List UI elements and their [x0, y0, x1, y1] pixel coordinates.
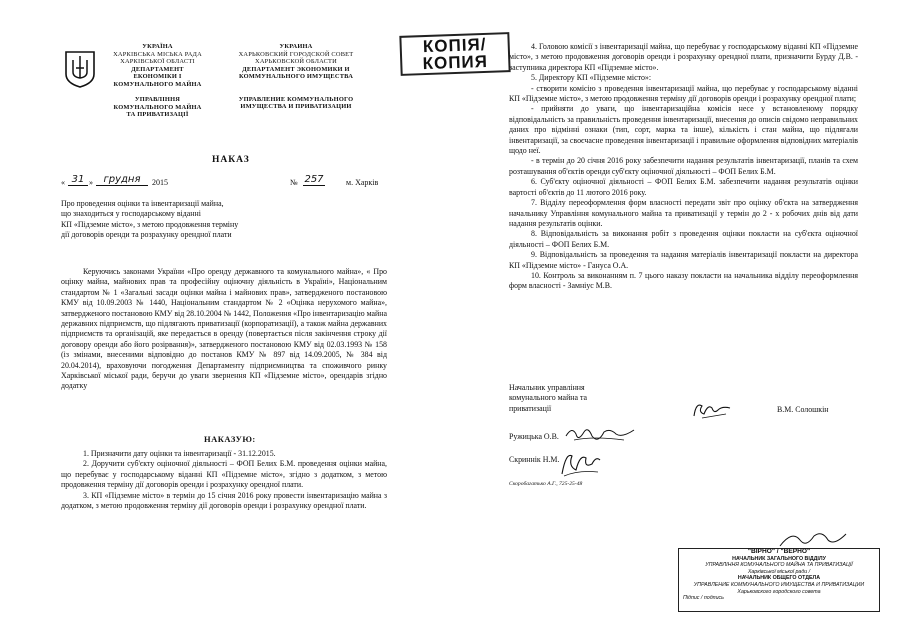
- order-subject-line4: дії договорів оренди та розрахунку орендної плати: [61, 230, 232, 240]
- header-ru-mgmt-line2: ИМУЩЕСТВА И ПРИВАТИЗАЦИИ: [240, 103, 352, 110]
- header-ru-mgmt-line1: УПРАВЛЕНИЕ КОММУНАЛЬНОГО: [238, 95, 354, 103]
- chief-title: [509, 383, 659, 414]
- order-date-line: [60, 176, 400, 192]
- order-items-right: [509, 42, 858, 292]
- header-ua-council-line1: ХАРКІВСЬКА МІСЬКА РАДА: [113, 50, 202, 58]
- order-item-5-sub3: - в термін до 20 січня 2016 року забезпечити надання результатів інвентаризації, планів та схем розташування об'єктів оренди суб'єкту оціночної діяльності – ФОП Белих Б.М.: [509, 156, 858, 176]
- decree-heading: НАКАЗУЮ:: [204, 434, 256, 444]
- order-item-5-sub1: - створити комісію з проведення інвентаризації майна, що перебуває у господарському віданні КП «Підземне місто», з метою продовження терміну дії договорів оренди і розрахунку орендної плати;: [509, 83, 858, 104]
- order-number-prefix: №: [290, 178, 298, 187]
- order-item-4: 4. Головою комісії з інвентаризації майна, що перебуває у господарському віданні КП «Підземне місто», з метою продовження договорів оренди і розрахунку орендної плати, призначити Бурду Д.В. - заступника директора КП «Підземне місто».: [509, 42, 858, 72]
- header-ru-council-line2: ХАРЬКОВСКОЙ ОБЛАСТИ: [255, 58, 337, 65]
- order-item-1: 1. Призначити дату оцінки та інвентаризації - 31.12.2015.: [83, 449, 276, 458]
- order-item-2: 2. Доручити суб'єкту оціночної діяльності – ФОП Белих Б.М. проведення оцінки майна, що перебуває у господарському віданні КП «Підземне місто», згідно з додатком, з метою продовження терміну дії договорів оренди і розрахунку орендної плати.: [61, 459, 387, 490]
- order-place: м. Харків: [346, 178, 379, 187]
- order-number: 257: [304, 174, 324, 185]
- copy-stamp-line2: КОПИЯ: [422, 51, 489, 74]
- chief-name: В.М. Солошкін: [777, 405, 829, 414]
- date-year: 2015: [152, 178, 168, 187]
- order-item-6: 6. Суб'єкту оціночної діяльності – ФОП Белих Б.М. забезпечити надання результатів оцінки вартості об'єктів до 11 лютого 2016 року.: [509, 177, 858, 197]
- verified-stamp-line6: УПРАВЛЕНИЕ КОММУНАЛЬНОГО ИМУЩЕСТВА И ПРИВАТИЗАЦИИ: [693, 581, 865, 588]
- header-ua-mgmt-line1: УПРАВЛІННЯ: [134, 96, 181, 103]
- verified-stamp: [678, 548, 880, 612]
- date-month: грудня: [96, 174, 148, 186]
- order-item-7: 7. Відділу переоформлення форм власності передати звіт про оцінку об'єкта на затвердження начальнику Управління комунального майна та приватизації у термін до 2 - х робочих днів від дати надання результатів оцінки.: [509, 198, 858, 228]
- header-ru: [222, 43, 370, 111]
- order-subject-line1: Про проведення оцінки та інвентаризації майна,: [61, 199, 224, 208]
- header-ua-dept-line1: ДЕПАРТАМЕНТ: [131, 65, 184, 73]
- copy-stamp-line1: КОПІЯ/: [422, 34, 487, 57]
- order-item-3: 3. КП «Підземне місто» в термін до 15 січня 2016 року провести інвентаризацію майна з додатком, з метою продовження терміну дії договорів оренди і розрахунку орендної плати.: [61, 490, 387, 511]
- header-ua-country: УКРАЇНА: [142, 43, 173, 50]
- header-ua-council-line2: ХАРКІВСЬКОЇ ОБЛАСТІ: [120, 58, 195, 65]
- order-item-9: 9. Відповідальність за проведення та надання матеріалів інвентаризації покласти на директора КП «Підземне місто» - Гануса О.А.: [509, 250, 858, 270]
- date-open-quote: «: [61, 178, 65, 187]
- executor: Скоробагатько А.Г., 725-25-48: [509, 481, 583, 487]
- header-ru-dept-line2: КОММУНАЛЬНОГО ИМУЩЕСТВА: [238, 73, 354, 80]
- date-day: 31: [68, 174, 88, 186]
- header-ua-dept-line2: ЕКОНОМІКИ І: [133, 73, 182, 80]
- verified-stamp-line7: Харьковского городского совета: [737, 588, 821, 595]
- verified-stamp-line1: "ВІРНО" / "ВЕРНО": [747, 548, 811, 555]
- order-items-left: [61, 449, 387, 511]
- order-subject-line2: що знаходиться у господарському віданні: [61, 209, 201, 219]
- verified-stamp-line3: УПРАВЛІННЯ КОМУНАЛЬНОГО МАЙНА ТА ПРИВАТИЗАЦІЇ: [705, 562, 853, 569]
- header-ru-country: УКРАИНА: [279, 43, 313, 50]
- chief-title-line3: приватизації: [509, 403, 552, 413]
- verified-stamp-line4: Харківської міської ради /: [747, 568, 811, 575]
- date-close-quote: »: [89, 178, 93, 187]
- chief-signature: [690, 398, 734, 422]
- approver-1: Ружицька О.В.: [509, 432, 559, 441]
- verified-stamp-line5: НАЧАЛЬНИК ОБЩЕГО ОТДЕЛА: [737, 575, 821, 582]
- verified-stamp-line2: НАЧАЛЬНИК ЗАГАЛЬНОГО ВІДДІЛУ: [732, 555, 826, 562]
- order-title: НАКАЗ: [212, 155, 250, 165]
- approver-1-signature: [564, 422, 638, 446]
- header-ru-dept-line1: ДЕПАРТАМЕНТ ЭКОНОМИКИ И: [242, 65, 350, 73]
- header-ua-dept-line3: КОМУНАЛЬНОГО МАЙНА: [113, 80, 202, 88]
- order-item-5-sub2: - прийняти до уваги, що інвентаризаційна комісія несе у встановленому порядку відповідальність за правильність проведення інвентаризації, внесення до описів свідомо неправильних даних про відмінні ознаки (тип, сорт, марка та інше), кількість і стан майна, що підлягали інвентаризації, за своєчасне проведення інвентаризації і правильне оформлення відповідних матеріалів щодо неї.: [509, 104, 858, 156]
- verified-stamp-signature: [778, 528, 848, 552]
- order-item-10: 10. Контроль за виконанням п. 7 цього наказу покласти на начальника відділу переоформлення форм власності - Замніус М.В.: [509, 270, 858, 291]
- order-item-5: 5. Директору КП «Підземне місто»:: [531, 73, 652, 83]
- verified-stamp-line8: Підпис / подпись: [683, 595, 724, 602]
- header-ru-council-line1: ХАРЬКОВСКИЙ ГОРОДСКОЙ СОВЕТ: [238, 50, 354, 58]
- approver-2: Скриннік Н.М.: [509, 455, 560, 464]
- chief-title-line1: Начальник управління: [509, 383, 585, 392]
- copy-stamp: [399, 32, 510, 76]
- header-ua-mgmt-line2: КОМУНАЛЬНОГО МАЙНА: [113, 103, 202, 111]
- header-ua: [95, 43, 220, 119]
- order-subject-line3: КП «Підземне місто», з метою продовження терміну: [61, 219, 239, 229]
- order-preamble: Керуючись законами України «Про оренду державного та комунального майна», « Про оцінку майна, майнових прав та професійну оціночну діяльність в Україні», Національним стандартом № 1 «Загальні засади оцінки майна і майнових прав», затвердженого постановою КМУ від 10.09.2003 № 1440, Національним стандартом № 2 «Оцінка нерухомого майна», затвердженого постановою КМУ від 28.10.2004 № 1442, Положення «Про інвентаризацію майна державних підприємств, що підлягають приватизації (корпоратизації), а також майна державних підприємств та організацій, яке передається в оренду (повертається після закінчення строку дії договору оренди або його розірвання)», затвердженого постановою КМУ від 02.03.1993 № 158 (із змінами, внесеними відповідно до постанов КМУ № 897 від 14.09.2005, № 384 від 20.04.2014), враховуючи погодження Департаменту підприємництва та споживчого ринку Харківської міської ради, беручи до уваги звернення КП «Підземне місто», орендарів згідно додатку: [61, 267, 387, 391]
- coat-of-arms-icon: [63, 50, 97, 88]
- order-subject: [61, 199, 341, 241]
- order-item-8: 8. Відповідальність за виконання робіт з проведення оцінки покласти на суб'єкта оціночної діяльності – ФОП Белих Б.М.: [509, 229, 858, 249]
- header-ua-mgmt-line3: ТА ПРИВАТИЗАЦІЇ: [126, 111, 189, 118]
- chief-title-line2: комунального майна та: [509, 393, 588, 403]
- approver-2-signature: [558, 446, 602, 478]
